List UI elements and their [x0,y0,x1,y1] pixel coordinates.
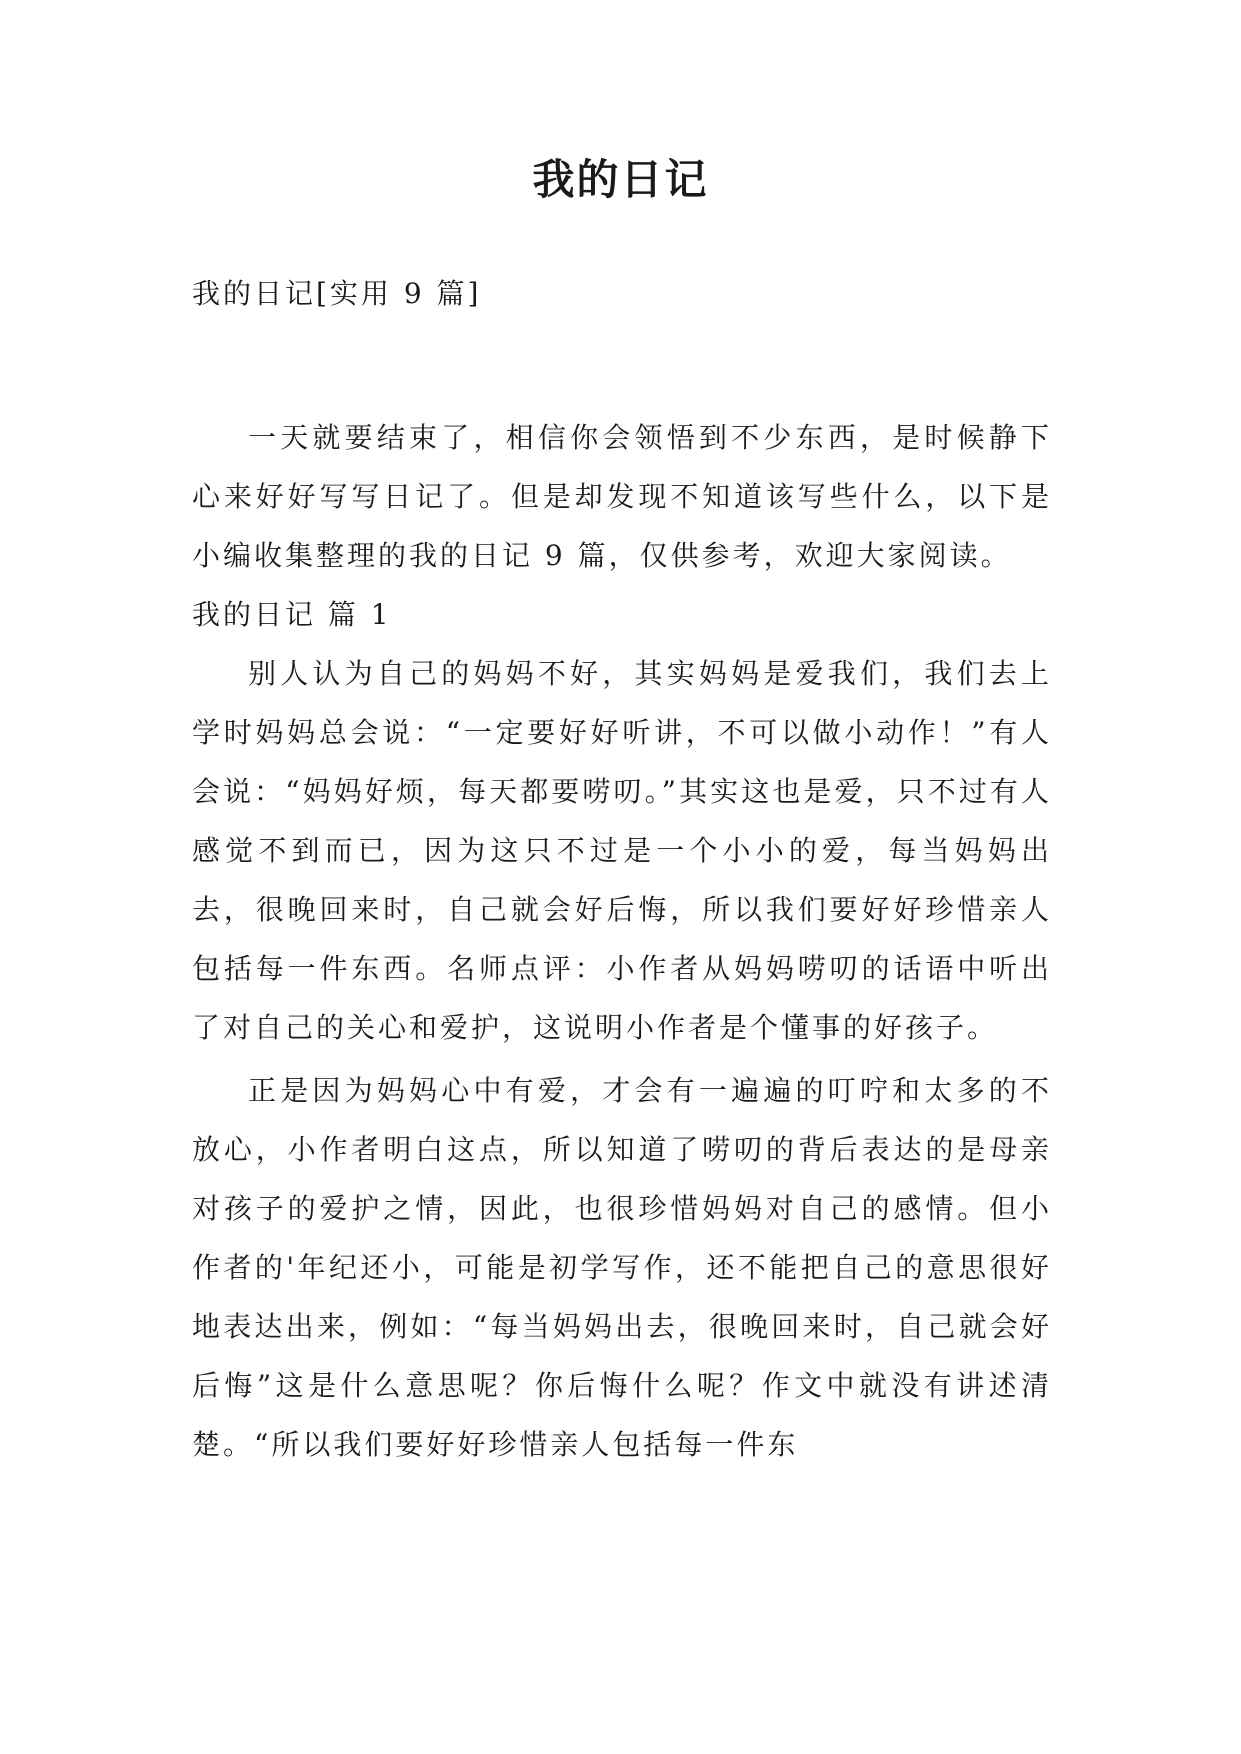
document-subtitle: 我的日记[实用 9 篇] [192,277,482,310]
document-body [192,408,1052,1474]
document-title: 我的日记 [532,155,709,204]
section-paragraph: 别人认为自己的妈妈不好，其实妈妈是爱我们，我们去上学时妈妈总会说：“一定要好好听讲，不可以做小动作！”有人会说：“妈妈好烦，每天都要唠叨。”其实这也是爱，只不过有人感觉不到而已，因为这只不过是一个小小的爱，每当妈妈出去，很晚回来时，自己就会好后悔，所以我们要好好珍惜亲人包括每一件东西。名师点评：小作者从妈妈唠叨的话语中听出了对自己的关心和爱护，这说明小作者是个懂事的好孩子。 [192,657,1052,1044]
section-heading: 我的日记 篇 1 [192,598,392,631]
section-paragraph: 正是因为妈妈心中有爱，才会有一遍遍的叮咛和太多的不放心，小作者明白这点，所以知道了唠叨的背后表达的是母亲对孩子的爱护之情，因此，也很珍惜妈妈对自己的感情。但小作者的'年纪还小，可能是初学写作，还不能把自己的意思很好地表达出来，例如：“每当妈妈出去，很晚回来时，自己就会好后悔”这是什么意思呢？你后悔什么呢？作文中就没有讲述清楚。“所以我们要好好珍惜亲人包括每一件东 [192,1074,1052,1461]
intro-paragraph: 一天就要结束了，相信你会领悟到不少东西，是时候静下心来好好写写日记了。但是却发现不知道该写些什么，以下是小编收集整理的我的日记 9 篇，仅供参考，欢迎大家阅读。 [192,421,1052,572]
